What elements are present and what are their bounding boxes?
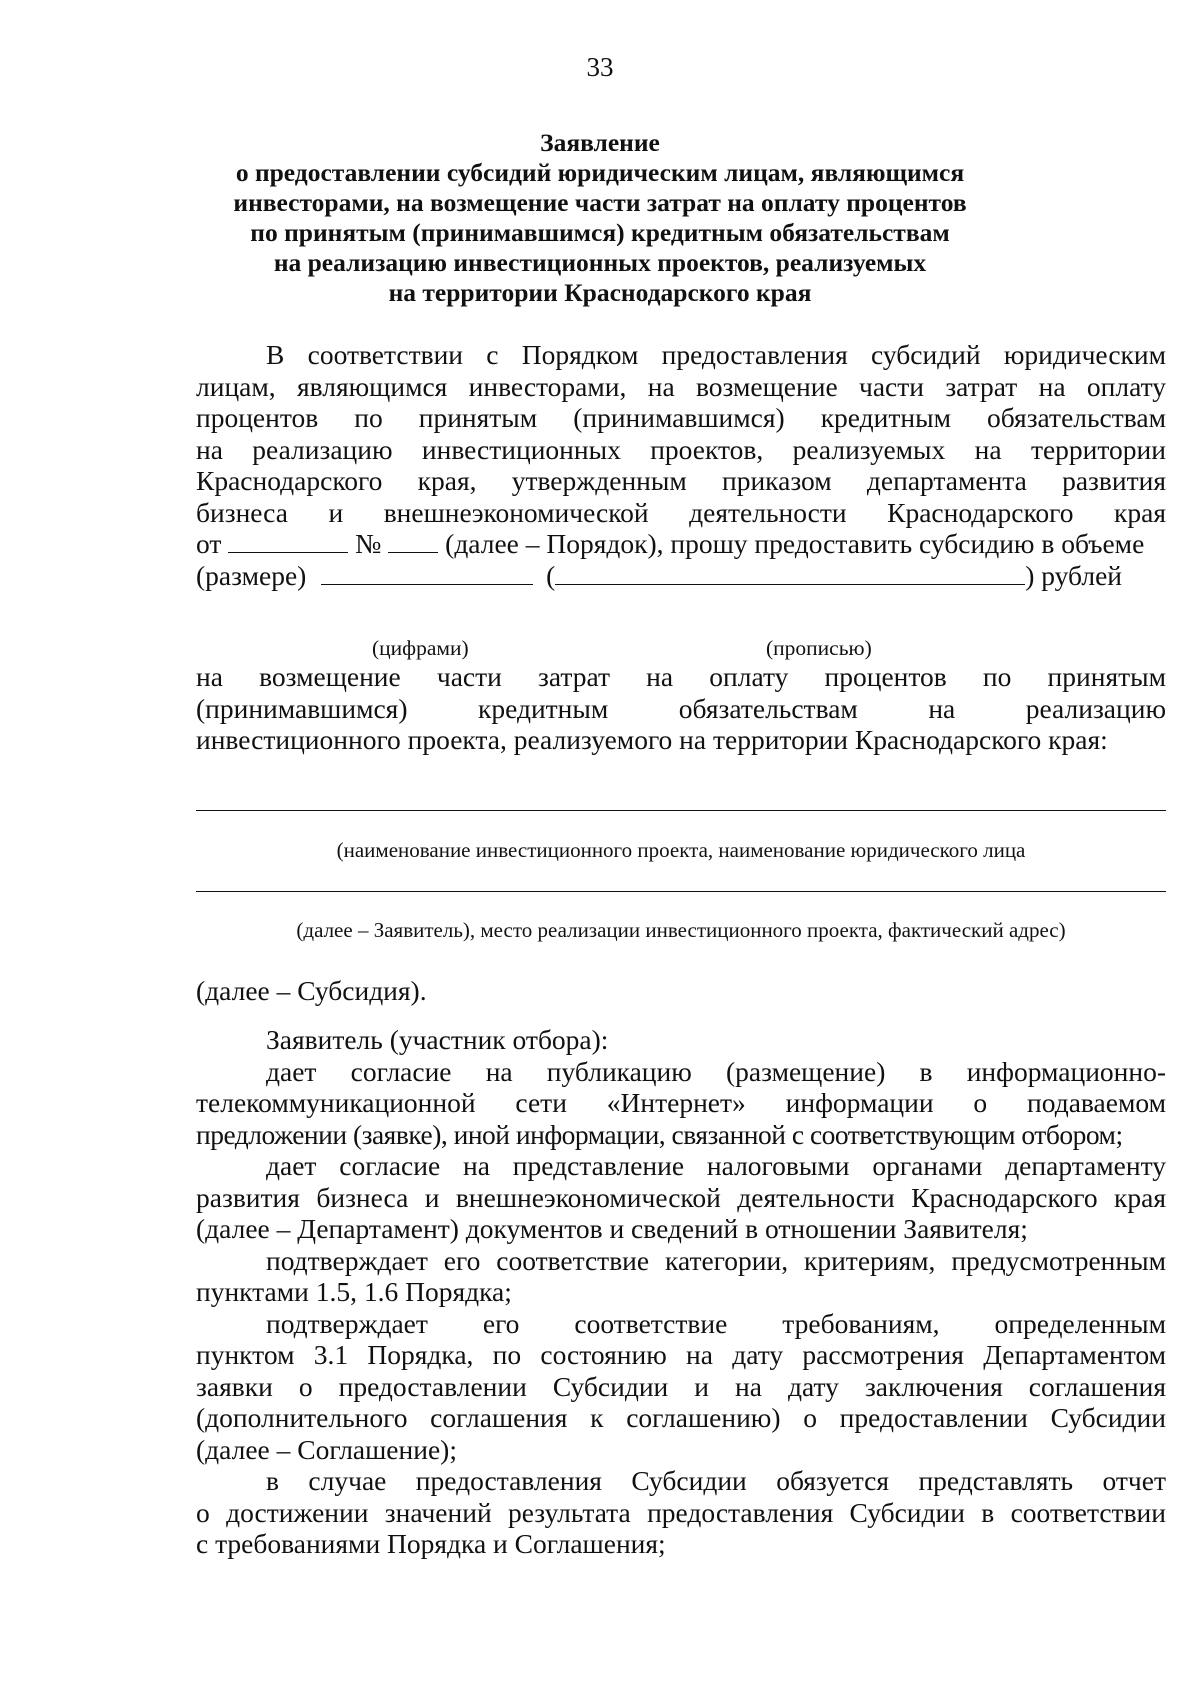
paragraph-line: Краснодарского края, утвержденным приказом департамента развития <box>196 465 1166 496</box>
clause-line: развития бизнеса и внешнеэкономической деятельности Краснодарского края <box>196 1181 1166 1213</box>
amount-digits-field[interactable] <box>321 562 533 585</box>
applicant-section <box>196 1024 1166 1560</box>
number-sign: № <box>355 528 382 559</box>
open-paren: ( <box>546 559 556 591</box>
date-blank-field[interactable] <box>228 530 348 553</box>
date-number-line <box>196 528 1166 560</box>
paragraph-line: на возмещение части затрат на оплату процентов по принятым <box>196 661 1166 692</box>
clause-line: (далее – Департамент) документов и сведений в отношении Заявителя; <box>196 1213 1028 1244</box>
applicant-caption: (далее – Заявитель), место реализации инвестиционного проекта, фактический адрес) <box>296 918 1066 942</box>
from-label: от <box>196 528 222 559</box>
clause-line: предложении (заявке), иной информации, связанной с соответствующим отбором; <box>196 1118 1123 1150</box>
applicant-heading: Заявитель (участник отбора): <box>266 1024 609 1055</box>
paragraph-line: (принимавшимся) кредитным обязательствам на реализацию <box>196 692 1166 724</box>
subsidy-note-text: (далее – Субсидия). <box>196 975 427 1006</box>
title-line: Заявление <box>540 128 660 157</box>
digits-caption: (цифрами) <box>372 636 469 660</box>
paragraph-line: инвестиционного проекта, реализуемого на территории Краснодарского края: <box>196 724 1108 755</box>
clause-line: о достижении значений результата предоставления Субсидии в соответствии <box>196 1496 1166 1528</box>
paragraph-line: бизнеса и внешнеэкономической деятельности Краснодарского края <box>196 496 1166 528</box>
clause-line: подтверждает его соответствие требованиям, определенным <box>266 1307 1166 1339</box>
title-line: по принятым (принимавшимся) кредитным обязательствам <box>250 218 950 247</box>
request-text: (далее – Порядок), прошу предоставить субсидию в объеме <box>445 528 1145 559</box>
applicant-address-field[interactable] <box>196 891 1166 892</box>
clause-line: (далее – Соглашение); <box>196 1433 457 1465</box>
clause-consent-publication <box>196 1056 1166 1151</box>
clause-line: с требованиями Порядка и Соглашения; <box>196 1528 666 1559</box>
clause-confirm-category <box>196 1245 1166 1308</box>
purpose-paragraph <box>196 661 1166 756</box>
intro-paragraph <box>196 339 1166 591</box>
clause-line: телекоммуникационной сети «Интернет» информации о подаваемом <box>196 1087 1166 1118</box>
project-name-field[interactable] <box>196 810 1166 811</box>
size-label: (размере) <box>196 559 307 591</box>
clause-line: пунктом 3.1 Порядка, по состоянию на дату рассмотрения Департаментом <box>196 1339 1166 1370</box>
clause-line: заявки о предоставлении Субсидии и на дату заключения соглашения <box>196 1370 1166 1402</box>
paragraph-line: на реализацию инвестиционных проектов, реализуемых на территории <box>196 433 1166 465</box>
clause-line: подтверждает его соответствие категории, критериям, предусмотренным <box>266 1244 1166 1276</box>
clause-report-obligation <box>196 1465 1166 1560</box>
number-blank-field[interactable] <box>388 530 438 553</box>
clause-line: дает согласие на представление налоговыми органами департаменту <box>266 1150 1166 1181</box>
paragraph-line: процентов по принятым (принимавшимся) кредитным обязательствам <box>196 402 1166 433</box>
paragraph-line: лицам, являющимся инвесторами, на возмещение части затрат на оплату <box>196 370 1166 402</box>
document-title <box>150 128 1050 308</box>
title-line: на реализацию инвестиционных проектов, реализуемых <box>273 248 927 277</box>
project-name-caption: (наименование инвестиционного проекта, наименование юридического лица <box>336 838 1026 862</box>
words-caption: (прописью) <box>766 636 872 660</box>
amount-line <box>196 560 1166 592</box>
clause-line: пунктами 1.5, 1.6 Порядка; <box>196 1276 512 1307</box>
clause-line: (дополнительного соглашения к соглашению) о предоставлении Субсидии <box>196 1402 1166 1433</box>
title-line: на территории Краснодарского края <box>388 278 812 307</box>
subsidy-note <box>196 975 1166 1007</box>
clause-consent-tax <box>196 1150 1166 1245</box>
page-number: 33 <box>586 52 614 82</box>
amount-words-field[interactable] <box>555 562 1025 585</box>
title-line: инвесторами, на возмещение части затрат на оплату процентов <box>233 188 967 217</box>
clause-line: дает согласие на публикацию (размещение) в информационно- <box>266 1055 1166 1087</box>
title-line: о предоставлении субсидий юридическим лицам, являющимся <box>235 158 965 187</box>
clause-line: в случае предоставления Субсидии обязуется представлять отчет <box>266 1465 1166 1496</box>
rubles-label: ) рублей <box>1025 559 1122 591</box>
paragraph-line: В соответствии с Порядком предоставления субсидий юридическим <box>266 339 1166 370</box>
clause-confirm-requirements <box>196 1308 1166 1466</box>
